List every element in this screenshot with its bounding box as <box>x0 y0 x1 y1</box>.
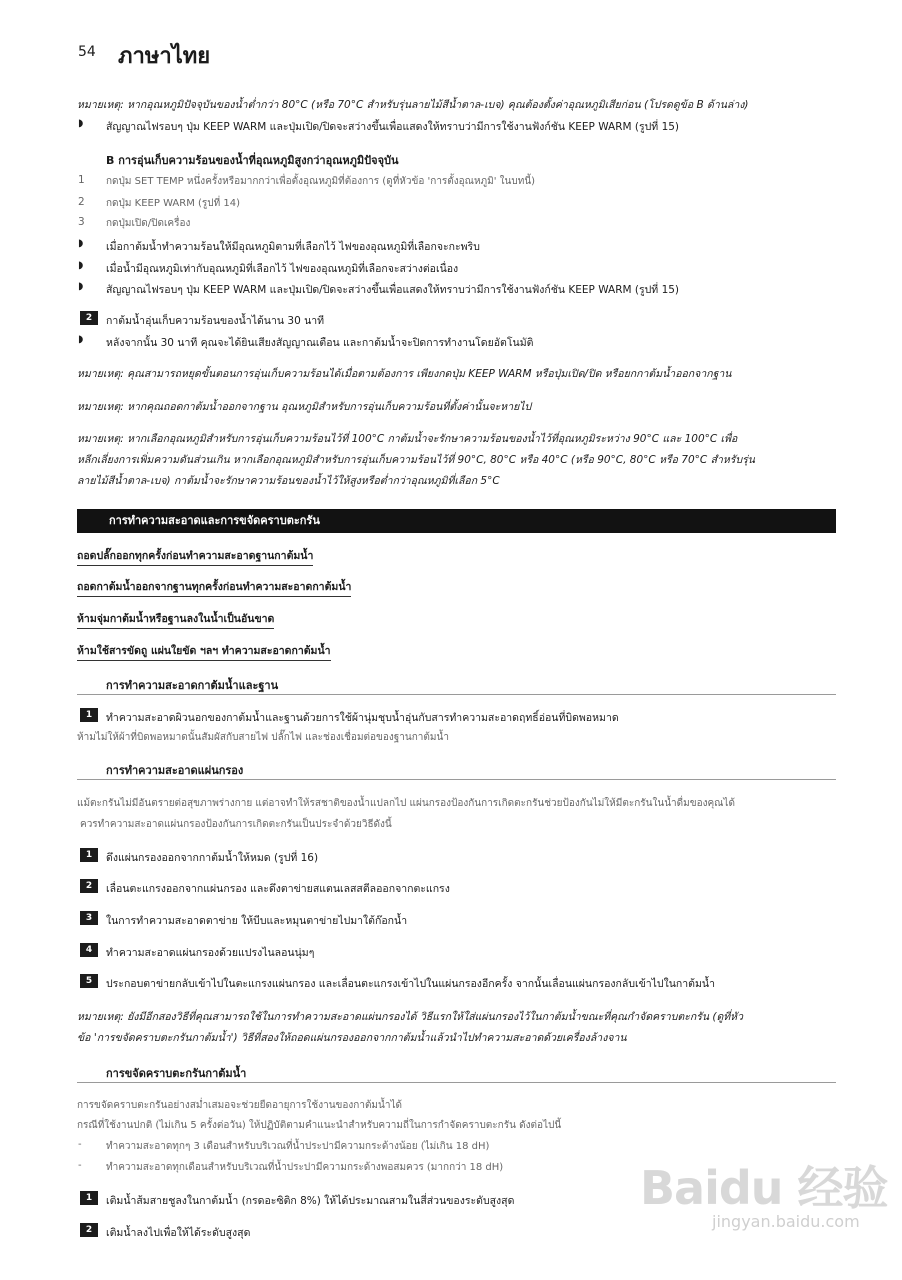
bullet-heating: เมื่อกาต้มน้ำทำความร้อนให้มีอุณหภูมิตามที่เลือกไว้ ไฟของอุณหภูมิที่เลือกจะกะพริบ <box>106 241 480 253</box>
filter-intro-line1: แม้ตะกรันไม่มีอันตรายต่อสุขภาพร่างกาย แต่อาจทำให้รสชาติของน้ำแปลกไป แผ่นกรองป้องกันการเกิดตะกรันช่วยป้องกันไม่ให้มีตะกรันในน้ำดื่มของคุณได้ <box>77 798 735 809</box>
bullet-keep-warm-light-2: สัญญาณไฟรอบๆ ปุ่ม KEEP WARM และปุ่มเปิด/ปิดจะสว่างขึ้นเพื่อแสดงให้ทราบว่ามีการใช้งานฟังก์ชัน KEEP WARM (รูปที่ 15) <box>106 284 680 296</box>
descale-step-1: เติมน้ำส้มสายชูลงในกาต้มน้ำ (กรดอะซิติก 8%) ให้ได้ประมาณสามในสี่ส่วนของระดับสูงสุด <box>106 1195 515 1207</box>
note-temperature-range-line3: ลายไม้สีน้ำตาล-เบจ) กาต้มน้ำจะรักษาความร้อนของน้ำไว้ให้สูงหรือต่ำกว่าอุณหภูมิที่เลือก 5°C <box>77 475 500 487</box>
step-number-badge: 5 <box>80 974 98 988</box>
filter-step-5: ประกอบตาข่ายกลับเข้าไปในตะแกรงแผ่นกรอง และเลื่อนตะแกรงเข้าไปในแผ่นกรองอีกครั้ง จากนั้นเลื่อนแผ่นกรองกลับเข้าไปในกาต้มน้ำ <box>106 978 715 990</box>
dash-icon: - <box>78 1139 82 1150</box>
note-stop-keep-warm: หมายเหตุ: คุณสามารถหยุดขั้นตอนการอุ่นเก็บความร้อนได้เมื่อตามต้องการ เพียงกดปุ่ม KEEP WARM หรือปุ่มเปิด/ปิด หรือยกกาต้มน้ำออกจากฐาน <box>77 368 732 380</box>
descale-frequency-hard: ทำความสะอาดทุกเดือนสำหรับบริเวณที่น้ำประปามีความกระด้างพอสมควร (มากกว่า 18 dH) <box>106 1162 504 1173</box>
step-number-badge: 2 <box>80 311 98 325</box>
caution-cloth: ห้ามไม่ให้ผ้าที่บิดพอหมาดนั้นสัมผัสกับสายไฟ ปลั๊กไฟ และช่องเชื่อมต่อของฐานกาต้มน้ำ <box>77 732 449 743</box>
bullet-reached: เมื่อน้ำมีอุณหภูมิเท่ากับอุณหภูมิที่เลือกไว้ ไฟของอุณหภูมิที่เลือกจะสว่างต่อเนื่อง <box>106 263 459 275</box>
step-set-temp: กดปุ่ม SET TEMP หนึ่งครั้งหรือมากกว่าเพื่อตั้งอุณหภูมิที่ต้องการ (ดูที่หัวข้อ 'การตั้งอุณหภูมิ' ในบทนี้) <box>106 176 536 187</box>
list-number: 3 <box>78 216 85 228</box>
step-keep-warm-30min: กาต้มน้ำอุ่นเก็บความร้อนของน้ำได้นาน 30 นาที <box>106 315 325 327</box>
note-current-temp: หมายเหตุ: หากอุณหภูมิปัจจุบันของน้ำต่ำกว่า 80°C (หรือ 70°C สำหรับรุ่นลายไม้สีน้ำตาล-เบจ) คุณต้องตั้งค่าอุณหภูมิเสียก่อน (โปรดดูข้อ B ด้านล่าง) <box>77 99 749 111</box>
page-number: 54 <box>78 44 96 60</box>
divider <box>77 1082 836 1083</box>
heading-filter-cleaning: การทำความสะอาดแผ่นกรอง <box>106 764 244 777</box>
warning-no-immerse: ห้ามจุ่มกาต้มน้ำหรือฐานลงในน้ำเป็นอันขาด <box>77 613 274 629</box>
step-wipe-kettle: ทำความสะอาดผิวนอกของกาต้มน้ำและฐานด้วยการใช้ผ้านุ่มชุบน้ำอุ่นกับสารทำความสะอาดฤทธิ์อ่อนที่บิดพอหมาด <box>106 712 619 724</box>
step-number-badge: 1 <box>80 848 98 862</box>
list-number: 1 <box>78 174 85 186</box>
note-remove-base: หมายเหตุ: หากคุณถอดกาต้มน้ำออกจากฐาน อุณหภูมิสำหรับการอุ่นเก็บความร้อนที่ตั้งค่านั้นจะหายไป <box>77 401 532 413</box>
descale-step-2: เติมน้ำลงไปเพื่อให้ได้ระดับสูงสุด <box>106 1227 251 1239</box>
warning-no-abrasives: ห้ามใช้สารขัดถู แผ่นใยขัด ฯลฯ ทำความสะอาดกาต้มน้ำ <box>77 645 331 661</box>
step-number-badge: 3 <box>80 911 98 925</box>
note-temperature-range-line2: หลีกเลี่ยงการเพิ่มความดันส่วนเกิน หากเลือกอุณหภูมิสำหรับการอุ่นเก็บความร้อนไว้ที่ 90°C, 80°C หรือ 40°C (หรือ 90°C, 80°C หรือ 70°C สำหรับรุ่น <box>77 454 755 466</box>
divider <box>77 779 836 780</box>
step-number-badge: 1 <box>80 708 98 722</box>
bullet-icon: ◗ <box>78 118 84 129</box>
step-power: กดปุ่มเปิด/ปิดเครื่อง <box>106 218 191 229</box>
bullet-icon: ◗ <box>78 260 84 271</box>
step-number-badge: 4 <box>80 943 98 957</box>
step-number-badge: 1 <box>80 1191 98 1205</box>
filter-step-4: ทำความสะอาดแผ่นกรองด้วยแปรงไนลอนนุ่มๆ <box>106 947 315 959</box>
filter-step-1: ดึงแผ่นกรองออกจากกาต้มน้ำให้หมด (รูปที่ 16) <box>106 852 319 864</box>
section-b-title: B การอุ่นเก็บความร้อนของน้ำที่อุณหภูมิสูงกว่าอุณหภูมิปัจจุบัน <box>106 154 399 167</box>
heading-descaling: การขจัดคราบตะกรันกาต้มน้ำ <box>106 1067 247 1080</box>
note-temperature-range-line1: หมายเหตุ: หากเลือกอุณหภูมิสำหรับการอุ่นเก็บความร้อนไว้ที่ 100°C กาต้มน้ำจะรักษาความร้อนของน้ำไว้ที่อุณหภูมิระหว่าง 90°C และ 100°C เพื่อ <box>77 433 738 445</box>
divider <box>77 694 836 695</box>
filter-intro-line2: ควรทำความสะอาดแผ่นกรองป้องกันการเกิดตะกรันเป็นประจำด้วยวิธีดังนี้ <box>80 819 392 830</box>
filter-note-line1: หมายเหตุ: ยังมีอีกสองวิธีที่คุณสามารถใช้ในการทำความสะอาดแผ่นกรองได้ วิธีแรกให้ใส่แผ่นกรองไว้ในกาต้มน้ำขณะที่คุณกำจัดคราบตะกรัน (ดูที่หัว <box>77 1011 744 1023</box>
step-number-badge: 2 <box>80 879 98 893</box>
heading-kettle-cleaning: การทำความสะอาดกาต้มน้ำและฐาน <box>106 679 279 692</box>
descale-intro-line1: การขจัดคราบตะกรันอย่างสม่ำเสมอจะช่วยยืดอายุการใช้งานของกาต้มน้ำได้ <box>77 1100 402 1111</box>
bullet-icon: ◗ <box>78 334 84 345</box>
list-number: 2 <box>78 196 85 208</box>
filter-step-3: ในการทำความสะอาดตาข่าย ให้บีบและหมุนตาข่ายไปมาใต้ก๊อกน้ำ <box>106 915 408 927</box>
bullet-keep-warm-light: สัญญาณไฟรอบๆ ปุ่ม KEEP WARM และปุ่มเปิด/ปิดจะสว่างขึ้นเพื่อแสดงให้ทราบว่ามีการใช้งานฟังก์ชัน KEEP WARM (รูปที่ 15) <box>106 121 680 133</box>
baidu-watermark-url: jingyan.baidu.com <box>712 1212 860 1231</box>
section-bar-cleaning: การทำความสะอาดและการขจัดคราบตะกรัน <box>77 509 836 533</box>
descale-intro-line2: กรณีที่ใช้งานปกติ (ไม่เกิน 5 ครั้งต่อวัน) ให้ปฏิบัติตามคำแนะนำสำหรับความถี่ในการกำจัดคราบตะกรัน ดังต่อไปนี้ <box>77 1120 562 1131</box>
dash-icon: - <box>78 1160 82 1171</box>
filter-step-2: เลื่อนตะแกรงออกจากแผ่นกรอง และดึงตาข่ายสแตนเลสสตีลออกจากตะแกรง <box>106 883 450 895</box>
warning-unplug: ถอดปลั๊กออกทุกครั้งก่อนทำความสะอาดฐานกาต้มน้ำ <box>77 550 313 566</box>
filter-note-line2: ข้อ 'การขจัดคราบตะกรันกาต้มน้ำ') วิธีที่สองให้ถอดแผ่นกรองออกจากกาต้มน้ำแล้วนำไปทำความสะอาดด้วยเครื่องล้างจาน <box>77 1032 627 1044</box>
step-keep-warm: กดปุ่ม KEEP WARM (รูปที่ 14) <box>106 198 241 209</box>
bullet-auto-off: หลังจากนั้น 30 นาที คุณจะได้ยินเสียงสัญญาณเตือน และกาต้มน้ำจะปิดการทำงานโดยอัตโนมัติ <box>106 337 534 349</box>
bullet-icon: ◗ <box>78 238 84 249</box>
bullet-icon: ◗ <box>78 281 84 292</box>
step-number-badge: 2 <box>80 1223 98 1237</box>
descale-frequency-soft: ทำความสะอาดทุกๆ 3 เดือนสำหรับบริเวณที่น้ำประปามีความกระด้างน้อย (ไม่เกิน 18 dH) <box>106 1141 490 1152</box>
baidu-watermark-logo: Baidu 经验 <box>640 1161 888 1215</box>
page-language-title: ภาษาไทย <box>118 44 211 69</box>
warning-remove-kettle: ถอดกาต้มน้ำออกจากฐานทุกครั้งก่อนทำความสะอาดกาต้มน้ำ <box>77 581 351 597</box>
